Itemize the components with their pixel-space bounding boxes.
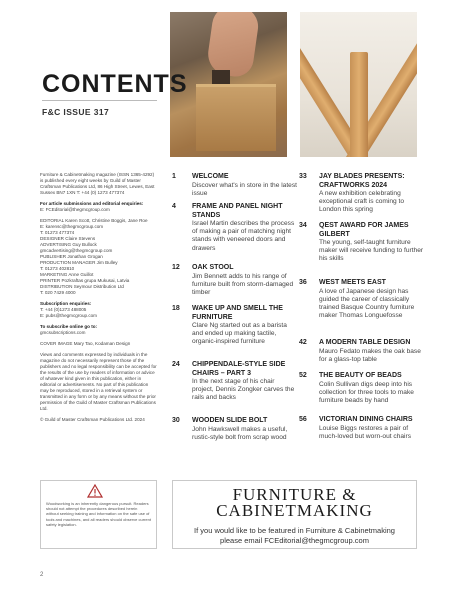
entry-description: Israel Martin describes the process of making a pair of matching night stands with veneered doors and drawers — [192, 220, 295, 252]
page-title: CONTENTS — [42, 70, 188, 98]
staff-list: EDITORIAL Karen Scott, Christine Boggis, Jane Roe E: karensc@thegmcgroup.com T: 01273 477374 DESIGNER Claire Stevens ADVERTISING Guy Bullock gmcadvertising@thegmcgroup.com PUBLISHER Jonathan Grogan PRODUCTION MANAGER Jim Bulley T: 01273 402810 MARKETING Anne Guillot PRINTER Pozkraftas grupa Mukusai, Latvia DISTRIBUTION Seymour Distribution Ltd T: 020 7429 4000 — [40, 218, 148, 295]
promo-email-line[interactable]: please email FCEditorial@thegmcgroup.com — [220, 536, 369, 545]
subscribe-online: To subscribe online go to: gmcsubscriptions.com — [40, 324, 98, 335]
entry-description: A new exhibition celebrating exceptional craft is coming to London this spring — [319, 190, 405, 214]
entry-title: VICTORIAN DINING CHAIRS — [319, 416, 413, 423]
entry-description: Louise Biggs restores a pair of much-loved but worn-out chairs — [319, 424, 411, 440]
toc-entry[interactable] — [299, 279, 424, 339]
toc-entry[interactable] — [299, 339, 424, 372]
promo-text: If you would like to be featured in Furniture & Cabinetmaking please email FCEditorial@thegmcgroup.com — [194, 526, 395, 545]
toc-entry[interactable] — [299, 222, 424, 279]
masthead-intro: Furniture & Cabinetmaking magazine (ISSN 1365-4292) is published every eight weeks by Guild of Master Craftsman Publications Ltd, 86 High Street, Lewes, East Sussex BN7 1XN T: +44 (0) 1273 477374 — [40, 172, 155, 195]
entry-description: John Hawkswell makes a useful, rustic-style bolt from scrap wood — [192, 425, 288, 441]
entry-title: WELCOME — [192, 173, 229, 180]
toc-entry[interactable] — [299, 372, 424, 416]
entry-title: A MODERN TABLE DESIGN — [319, 339, 411, 346]
entry-description: Colin Sullivan digs deep into his collection for three tools to make furniture beads by hand — [319, 380, 414, 404]
entry-title: FRAME AND PANEL NIGHT STANDS — [192, 203, 283, 219]
page-number: 34 — [299, 222, 307, 229]
entry-description: Clare Ng started out as a barista and ended up making tactile, organic-inspired furniture — [192, 322, 287, 346]
entry-title: WAKE UP AND SMELL THE FURNITURE — [192, 305, 283, 321]
subscribe-link[interactable]: gmcsubscriptions.com — [40, 330, 86, 335]
brand-logo-line2: CABINETMAKING — [216, 501, 373, 520]
masthead — [40, 172, 158, 428]
page-number: 52 — [299, 372, 307, 379]
page-number-footer: 2 — [40, 572, 44, 578]
feature-promo-box — [172, 480, 417, 549]
page-number: 33 — [299, 173, 307, 180]
entry-title: OAK STOOL — [192, 264, 234, 271]
entry-description: A love of Japanese design has guided the career of classically trained Basque Country furniture maker Thomas Longuefosse — [319, 287, 415, 320]
issue-label: F&C ISSUE 317 — [42, 107, 110, 117]
page-number: 30 — [172, 417, 180, 424]
toc-column-left — [172, 173, 297, 447]
toc-entry[interactable] — [172, 264, 297, 305]
warning-triangle-icon — [87, 484, 103, 498]
toc-entry[interactable] — [172, 203, 297, 264]
toc-column-right — [299, 173, 424, 449]
entry-title: WEST MEETS EAST — [319, 279, 386, 286]
entry-description: Discover what's in store in the latest issue — [192, 181, 297, 197]
entry-title: JAY BLADES PRESENTS: CRAFTWORKS 2024 — [319, 173, 405, 189]
toc-entry[interactable] — [172, 417, 297, 447]
copyright: © Guild of Master Craftsman Publications Ltd. 2024 — [40, 417, 145, 422]
entry-description: Mauro Fedato makes the oak base for a glass-top table — [319, 347, 421, 363]
page-number: 24 — [172, 361, 180, 368]
entry-title: WOODEN SLIDE BOLT — [192, 417, 268, 424]
entry-title: QEST AWARD FOR JAMES GILBERT — [319, 222, 409, 238]
safety-warning-box — [40, 480, 157, 549]
page-number: 18 — [172, 305, 180, 312]
page-number: 42 — [299, 339, 307, 346]
table-base-photo — [300, 12, 417, 157]
toc-entry[interactable] — [172, 361, 297, 417]
cover-photo-workshop — [170, 12, 287, 157]
toc-entry[interactable] — [299, 416, 424, 449]
page-number: 56 — [299, 416, 307, 423]
page-number: 4 — [172, 203, 176, 210]
entry-description: Jim Bennett adds to his range of furniture built from storm-damaged timber — [192, 272, 294, 296]
cover-image-credit: COVER IMAGE Mary Tao, Kodaman Design — [40, 341, 131, 346]
hand-image — [205, 12, 260, 79]
page-number: 36 — [299, 279, 307, 286]
warning-text: Woodworking is an inherently dangerous pursuit. Readers should not attempt the procedures described herein without seeking training and information on the safe use of tools and machines, and all readers should observe current safety legislation. — [46, 501, 151, 527]
entry-description: The young, self-taught furniture maker will receive funding to further his skills — [319, 239, 424, 263]
table-leg-image — [350, 52, 368, 157]
subscription-contact: Subscription enquiries: T: +44 (0)1273 488005 E: pubs@thegmcgroup.com — [40, 301, 98, 318]
brand-logo-line1: FURNITURE & — [232, 485, 357, 504]
page-number: 12 — [172, 264, 180, 271]
editorial-contact: For article submissions and editorial enquiries: E: FCEditorial@thegmcgroup.com — [40, 201, 144, 212]
toc-entry[interactable] — [299, 173, 424, 222]
toc-entry[interactable] — [172, 173, 297, 203]
entry-title: THE BEAUTY OF BEADS — [319, 372, 402, 379]
title-divider — [42, 100, 157, 101]
disclaimer: Views and comments expressed by individuals in the magazine do not necessarily represent those of the publishers and no legal responsibility can be accepted for the results of the use by readers of information or advice of whatever kind given in this publication, either in editorial or advertisements. No part of this publication may be reproduced, stored in a retrieval system or transmitted in any form or by any means without the prior permission of the Guild of Master Craftsman Publications Ltd. — [40, 352, 157, 411]
page-number: 1 — [172, 173, 176, 180]
entry-title: CHIPPENDALE-STYLE SIDE CHAIRS – PART 3 — [192, 361, 286, 377]
toc-entry[interactable] — [172, 305, 297, 361]
wood-block-image — [196, 84, 276, 151]
entry-description: In the next stage of his chair project, Dennis Zongker carves the rails and backs — [192, 378, 295, 402]
